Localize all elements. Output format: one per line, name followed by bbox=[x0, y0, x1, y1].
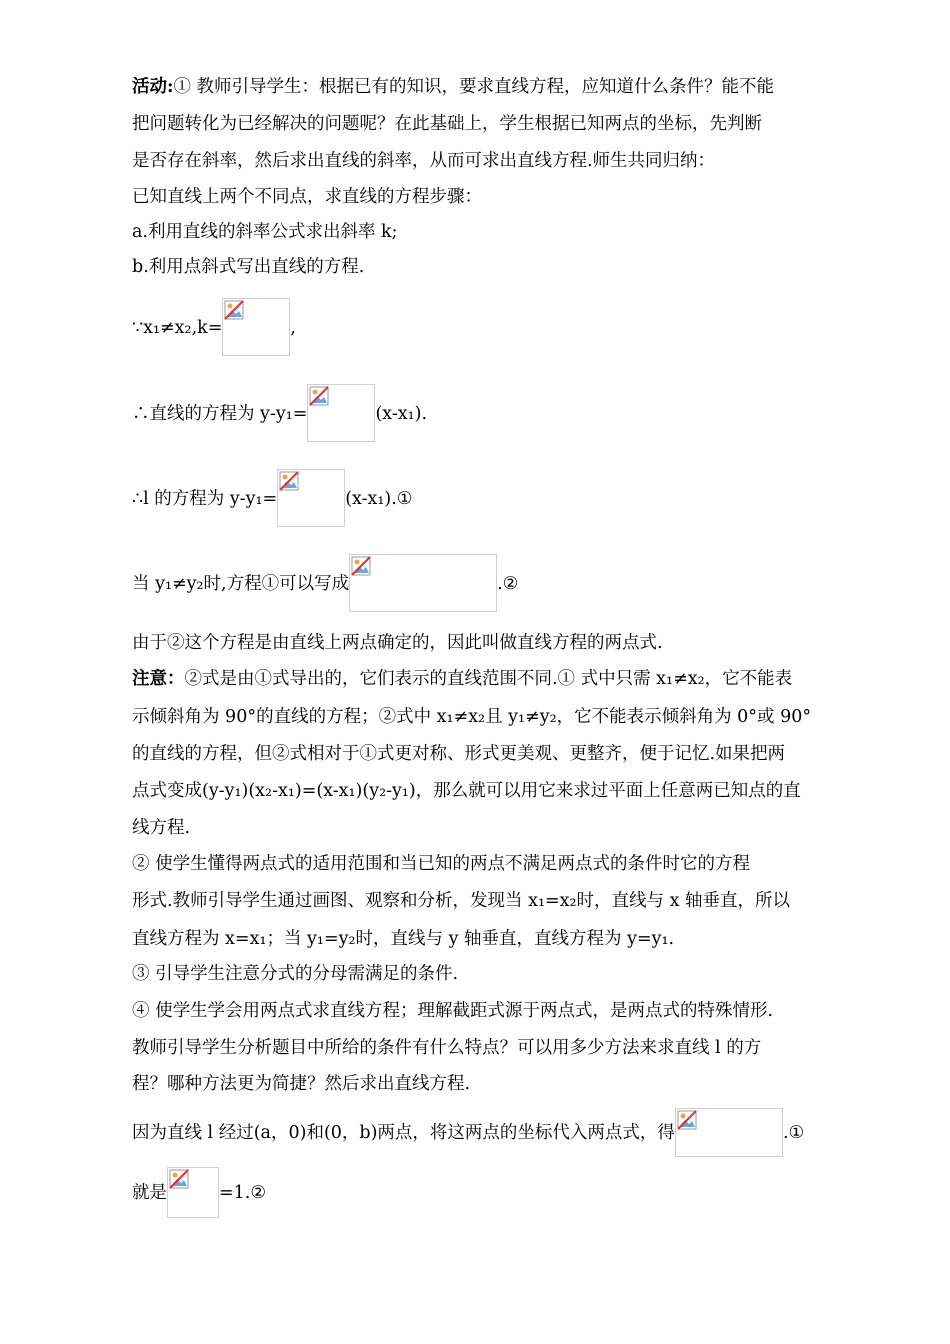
formula-l-prefix: ∴l 的方程为 y-y₁= bbox=[132, 489, 278, 509]
step-b: b.利用点斜式写出直线的方程. bbox=[132, 257, 365, 277]
broken-image-icon bbox=[675, 1108, 783, 1157]
note-line-4: 点式变成(y-y₁)(x₂-x₁)=(x-x₁)(y₂-y₁)，那么就可以用它来求过平面上任意两已知点的直 bbox=[132, 781, 801, 801]
formula-intercept-prefix: 因为直线 l 经过(a，0)和(0，b)两点，将这两点的坐标代入两点式，得 bbox=[132, 1123, 675, 1143]
formula-slope-suffix: , bbox=[290, 318, 296, 338]
formula-l-suffix: (x-x₁).① bbox=[345, 489, 413, 509]
point4-line-1: ④ 使学生学会用两点式求直线方程；理解截距式源于两点式，是两点式的特殊情形. bbox=[132, 1001, 774, 1021]
broken-image-icon bbox=[277, 469, 345, 527]
formula-intercept-form-suffix: =1.② bbox=[219, 1183, 267, 1203]
point3-line: ③ 引导学生注意分式的分母需满足的条件. bbox=[132, 964, 459, 984]
note-line-3: 的直线的方程，但②式相对于①式更对称、形式更美观、更整齐，便于记忆.如果把两 bbox=[132, 744, 786, 764]
formula-slope bbox=[132, 298, 822, 356]
formula-intercept-form-prefix: 就是 bbox=[132, 1183, 167, 1203]
explain-line: 由于②这个方程是由直线上两点确定的，因此叫做直线方程的两点式. bbox=[132, 633, 663, 653]
formula-two-point-suffix: .② bbox=[497, 574, 519, 594]
broken-image-icon bbox=[167, 1167, 219, 1218]
activity-line-3: 是否存在斜率，然后求出直线的斜率，从而可求出直线方程.师生共同归纳： bbox=[132, 151, 716, 171]
note-line-1 bbox=[132, 668, 822, 690]
broken-image-icon bbox=[349, 554, 497, 612]
formula-two-point-prefix: 当 y₁≠y₂时,方程①可以写成 bbox=[132, 574, 350, 594]
note-line-5: 线方程. bbox=[132, 818, 191, 838]
point4-line-3: 程？哪种方法更为简捷？然后求出直线方程. bbox=[132, 1074, 471, 1094]
activity-line-2: 把问题转化为已经解决的问题呢？在此基础上，学生根据已知两点的坐标，先判断 bbox=[132, 114, 762, 134]
step-a: a.利用直线的斜率公式求出斜率 k; bbox=[132, 222, 398, 242]
activity-line-4: 已知直线上两个不同点，求直线的方程步骤： bbox=[132, 187, 482, 207]
formula-two-point bbox=[132, 554, 822, 612]
formula-l-equation bbox=[132, 469, 822, 527]
note-text-1: ②式是由①式导出的，它们表示的直线范围不同.① 式中只需 x₁≠x₂，它不能表 bbox=[184, 669, 793, 689]
note-label: 注意： bbox=[132, 669, 185, 689]
formula-intercept-suffix: .① bbox=[782, 1123, 805, 1143]
broken-image-icon bbox=[222, 298, 290, 356]
formula-slope-prefix: ∵x₁≠x₂,k= bbox=[132, 318, 223, 338]
point2-line-1: ② 使学生懂得两点式的适用范围和当已知的两点不满足两点式的条件时它的方程 bbox=[132, 854, 751, 874]
formula-line-prefix: ∴直线的方程为 y-y₁= bbox=[132, 404, 308, 424]
point4-line-2: 教师引导学生分析题目中所给的条件有什么特点？可以用多少方法来求直线 l 的方 bbox=[132, 1038, 762, 1058]
activity-line-1 bbox=[132, 76, 822, 98]
note-line-2: 示倾斜角为 90°的直线的方程；②式中 x₁≠x₂且 y₁≠y₂，它不能表示倾斜角为 0°或 90° bbox=[132, 707, 812, 727]
formula-line-suffix: (x-x₁). bbox=[375, 404, 428, 424]
formula-intercept-derivation bbox=[132, 1108, 822, 1158]
formula-intercept-form bbox=[132, 1167, 822, 1218]
formula-line-equation bbox=[132, 384, 822, 442]
point2-line-3: 直线方程为 x=x₁；当 y₁=y₂时，直线与 y 轴垂直，直线方程为 y=y₁. bbox=[132, 929, 675, 949]
point2-line-2: 形式.教师引导学生通过画图、观察和分析，发现当 x₁=x₂时，直线与 x 轴垂直，所以 bbox=[132, 891, 791, 911]
broken-image-icon bbox=[307, 384, 375, 442]
activity-label: 活动: bbox=[132, 77, 174, 97]
activity-text-1: ① 教师引导学生：根据已有的知识，要求直线方程，应知道什么条件？能不能 bbox=[173, 77, 775, 97]
